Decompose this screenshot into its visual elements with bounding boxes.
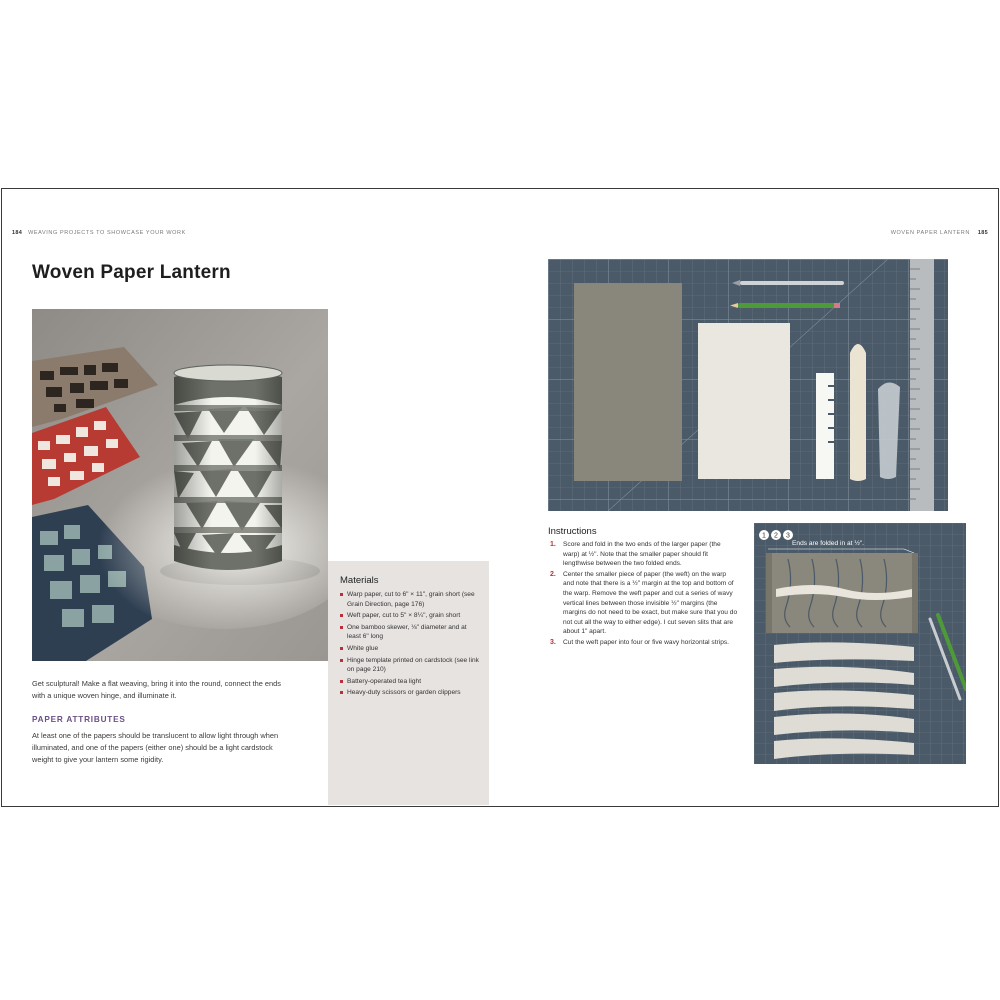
paper-attributes-heading: PAPER ATTRIBUTES [32,715,126,724]
bullet-marker [340,691,343,694]
materials-item [340,656,480,675]
step-text: Cut the weft paper into four or five wavy horizontal strips. [563,638,730,646]
running-head-right-text: WOVEN PAPER LANTERN [890,230,970,236]
materials-item-text: Weft paper, cut to 5" × 8¼", grain short [347,612,461,620]
materials-item [340,611,480,621]
callout-label: Ends are folded in at ½". [792,540,864,547]
materials-item-text: One bamboo skewer, ⅛" diameter and at least 6" long [347,623,467,641]
page-number-left: 184 [12,230,23,236]
instruction-step [548,570,738,637]
instruction-step [548,638,738,648]
page-number-right: 185 [977,230,988,236]
materials-box [328,561,489,805]
bullet-marker [340,626,343,629]
materials-item-text: Hinge template printed on cardstock (see link on page 210) [347,656,479,674]
tools-photo [548,259,948,511]
materials-item-text: Heavy-duty scissors or garden clippers [347,689,461,697]
step-marker-3: 3 [786,532,790,540]
bullet-marker [340,614,343,617]
instructions-list [548,540,738,648]
step-marker-1: 1 [762,532,766,540]
materials-item-text: White glue [347,644,379,652]
running-head-left-text: WEAVING PROJECTS TO SHOWCASE YOUR WORK [28,230,186,236]
weave-photo [754,523,966,764]
materials-item-text: Battery-operated tea light [347,677,422,685]
page-title: Woven Paper Lantern [32,262,231,283]
materials-item [340,677,480,687]
materials-item [340,590,480,609]
step-number: 3. [550,638,556,646]
materials-item [340,644,480,654]
bullet-marker [340,659,343,662]
lantern-photo [32,309,328,661]
instructions-section [548,526,738,649]
step-number: 1. [550,541,556,548]
step-markers [759,530,793,540]
materials-heading: Materials [340,575,379,586]
running-head-right [891,230,988,236]
step-number: 2. [550,570,556,578]
materials-item-text: Warp paper, cut to 6" × 11", grain short (see Grain Direction, page 176) [347,591,475,608]
right-page [500,189,998,806]
running-head-left [12,230,186,236]
step-text: Score and fold in the two ends of the larger paper (the warp) at ½". Note that the smaller paper should fit lengthwise between the two folded ends. [563,541,721,568]
instructions-heading: Instructions [548,526,597,537]
left-page [2,189,500,806]
step-text: Center the smaller piece of paper (the weft) on the warp and note that there is a ½" margin at the top and bottom of the warp. Remove the weft paper and cut a series of wavy vertical lines between those invisible ½" margins (the margins do not need to be exact, but make sure that you do not cut all the way to either edge). I cut seven slits that are about 1" apart. [563,570,738,636]
step-marker-2: 2 [774,532,778,540]
bullet-marker [340,647,343,650]
materials-item [340,688,480,698]
bullet-marker [340,593,343,596]
intro-text: Get sculptural! Make a flat weaving, bring it into the round, connect the ends with a unique woven hinge, and illuminate it. [32,679,281,700]
bullet-marker [340,680,343,683]
materials-item [340,623,480,642]
paper-attributes-text: At least one of the papers should be translucent to allow light through when illuminated, and one of the papers (either one) should be a light cardstock weight to give your lantern some rigidity. [32,731,279,764]
materials-list [340,590,480,700]
book-spread [1,188,999,807]
instruction-step [548,540,738,569]
